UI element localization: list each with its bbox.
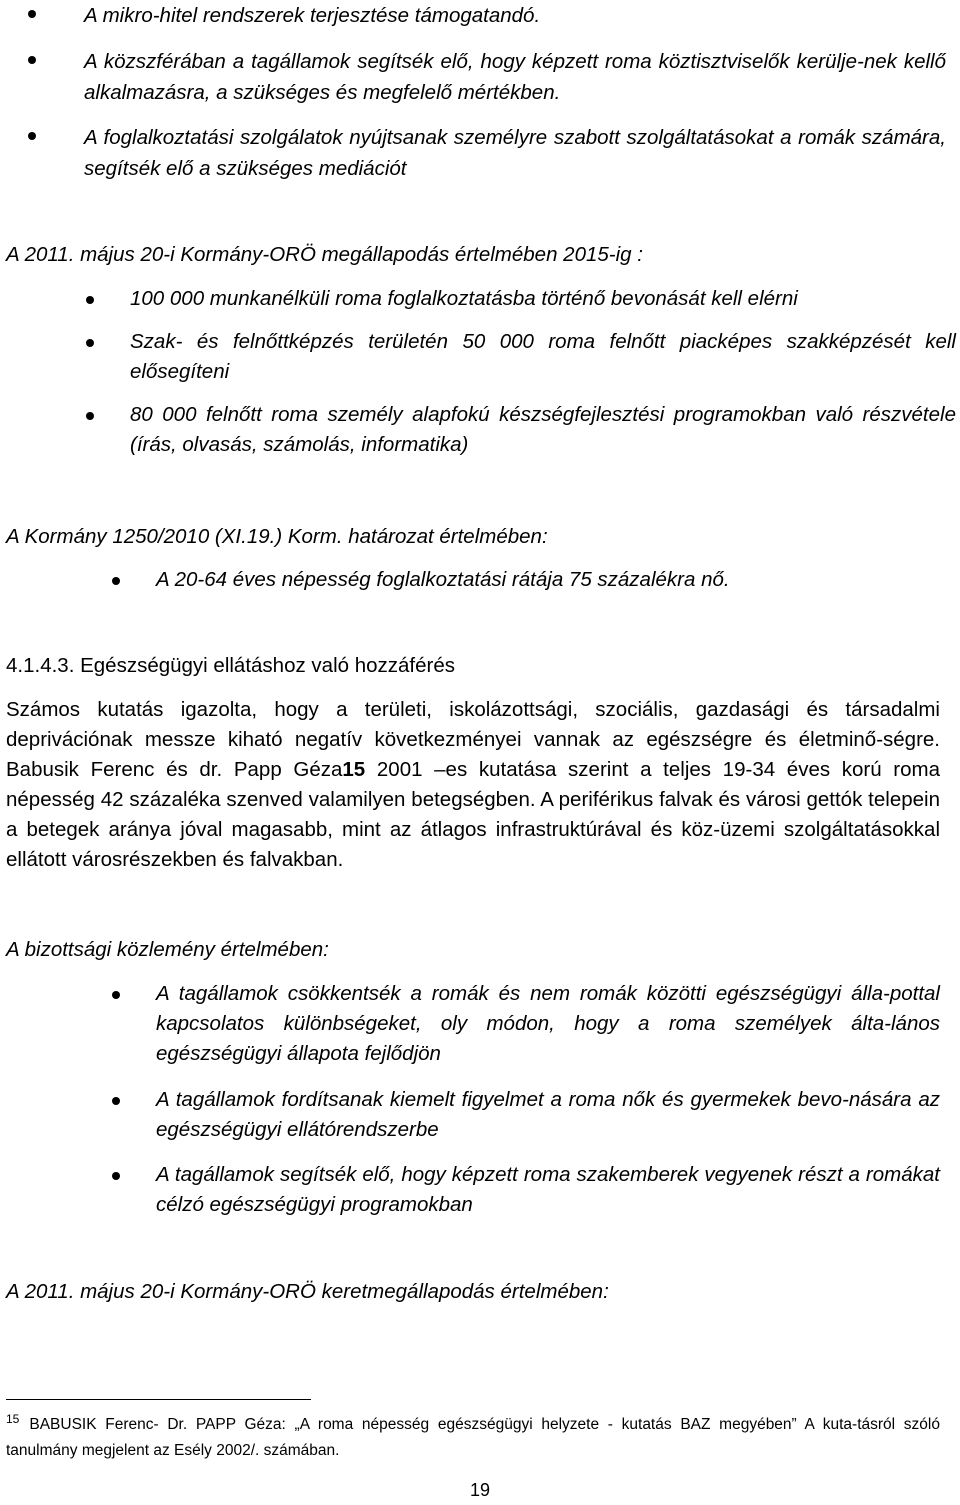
bullet-icon xyxy=(28,132,36,140)
commission-bullet-3: A tagállamok segítsék elő, hogy képzett roma szakemberek vegyenek részt a romákat célzó egészségügyi programokban xyxy=(156,1163,940,1216)
bullet-icon xyxy=(112,991,120,999)
bullet-icon xyxy=(28,10,36,18)
bullet-icon xyxy=(112,577,120,585)
commission-bullet-1: A tagállamok csökkentsék a romák és nem romák közötti egészségügyi álla-pottal kapcsolatos különbségeket, oly módon, hogy a roma személyek álta-lános egészségügyi állapota fejlődjön xyxy=(156,982,940,1065)
page-number: 19 xyxy=(469,1480,491,1500)
footnote-reference[interactable]: 15 xyxy=(342,758,366,781)
agreement-heading: A 2011. május 20-i Kormány-ORÖ megállapodás értelmében 2015-ig : xyxy=(6,243,643,266)
top-bullet-1: A mikro-hitel rendszerek terjesztése támogatandó. xyxy=(84,4,541,27)
section-title: Egészségügyi ellátáshoz való hozzáférés xyxy=(80,654,456,677)
bullet-icon xyxy=(86,339,94,347)
body-paragraph-part1: Számos kutatás igazolta, hogy a területi, iskolázottsági, szociális, gazdasági és társadalmi deprivációnak messze kiható negatív következményei vannak az egészségre és életminő-ségre. Babusik Ferenc és dr. Papp Géza xyxy=(6,698,940,781)
bullet-icon xyxy=(112,1172,120,1180)
decision-heading: A Kormány 1250/2010 (XI.19.) Korm. határozat értelmében: xyxy=(6,525,548,548)
body-paragraph xyxy=(6,695,940,875)
bullet-icon xyxy=(86,296,94,304)
agreement-bullet-3: 80 000 felnőtt roma személy alapfokú készségfejlesztési programokban való részvétele (írás, olvasás, számolás, informatika) xyxy=(130,403,956,456)
framework-heading: A 2011. május 20-i Kormány-ORÖ keretmegállapodás értelmében: xyxy=(6,1280,609,1303)
bullet-icon xyxy=(28,56,36,64)
agreement-bullet-2: Szak- és felnőttképzés területén 50 000 roma felnőtt piacképes szakképzését kell elősegíteni xyxy=(130,330,956,383)
commission-bullet-2: A tagállamok fordítsanak kiemelt figyelmet a roma nők és gyermekek bevo-nására az egészségügyi ellátórendszerbe xyxy=(156,1088,940,1141)
top-bullet-2: A közszférában a tagállamok segítsék elő, hogy képzett roma köztisztviselők kerülje-nek kellő alkalmazásra, a szükséges és megfelelő mértékben. xyxy=(84,50,946,104)
decision-bullet-1: A 20-64 éves népesség foglalkoztatási rátája 75 százalékra nő. xyxy=(156,568,730,591)
bullet-icon xyxy=(86,412,94,420)
footnote xyxy=(6,1412,940,1464)
commission-heading: A bizottsági közlemény értelmében: xyxy=(6,938,329,961)
footnote-text: BABUSIK Ferenc- Dr. PAPP Géza: „A roma népesség egészségügyi helyzete - kutatás BAZ megyében” A kuta-tásról szóló tanulmány megjelent az Esély 2002/. számában. xyxy=(6,1416,940,1459)
section-heading xyxy=(6,651,946,681)
section-number: 4.1.4.3. xyxy=(6,654,75,677)
body-paragraph-part2: 2001 –es kutatása szerint a teljes 19-34 éves korú roma népesség 42 százaléka szenved valamilyen betegségben. A periférikus falvak és városi gettók telepein a betegek aránya jóval magasabb, mint az átlagos infrastruktúrával és köz-üzemi szolgáltatásokkal ellátott városrészekben és falvakban. xyxy=(6,758,941,871)
bullet-icon xyxy=(112,1097,120,1105)
top-bullet-3: A foglalkoztatási szolgálatok nyújtsanak személyre szabott szolgáltatásokat a romák számára, segítsék elő a szükséges mediációt xyxy=(84,126,946,180)
agreement-bullet-1: 100 000 munkanélküli roma foglalkoztatásba történő bevonását kell elérni xyxy=(130,287,798,310)
footnote-separator xyxy=(6,1399,311,1400)
footnote-number: 15 xyxy=(6,1412,20,1426)
